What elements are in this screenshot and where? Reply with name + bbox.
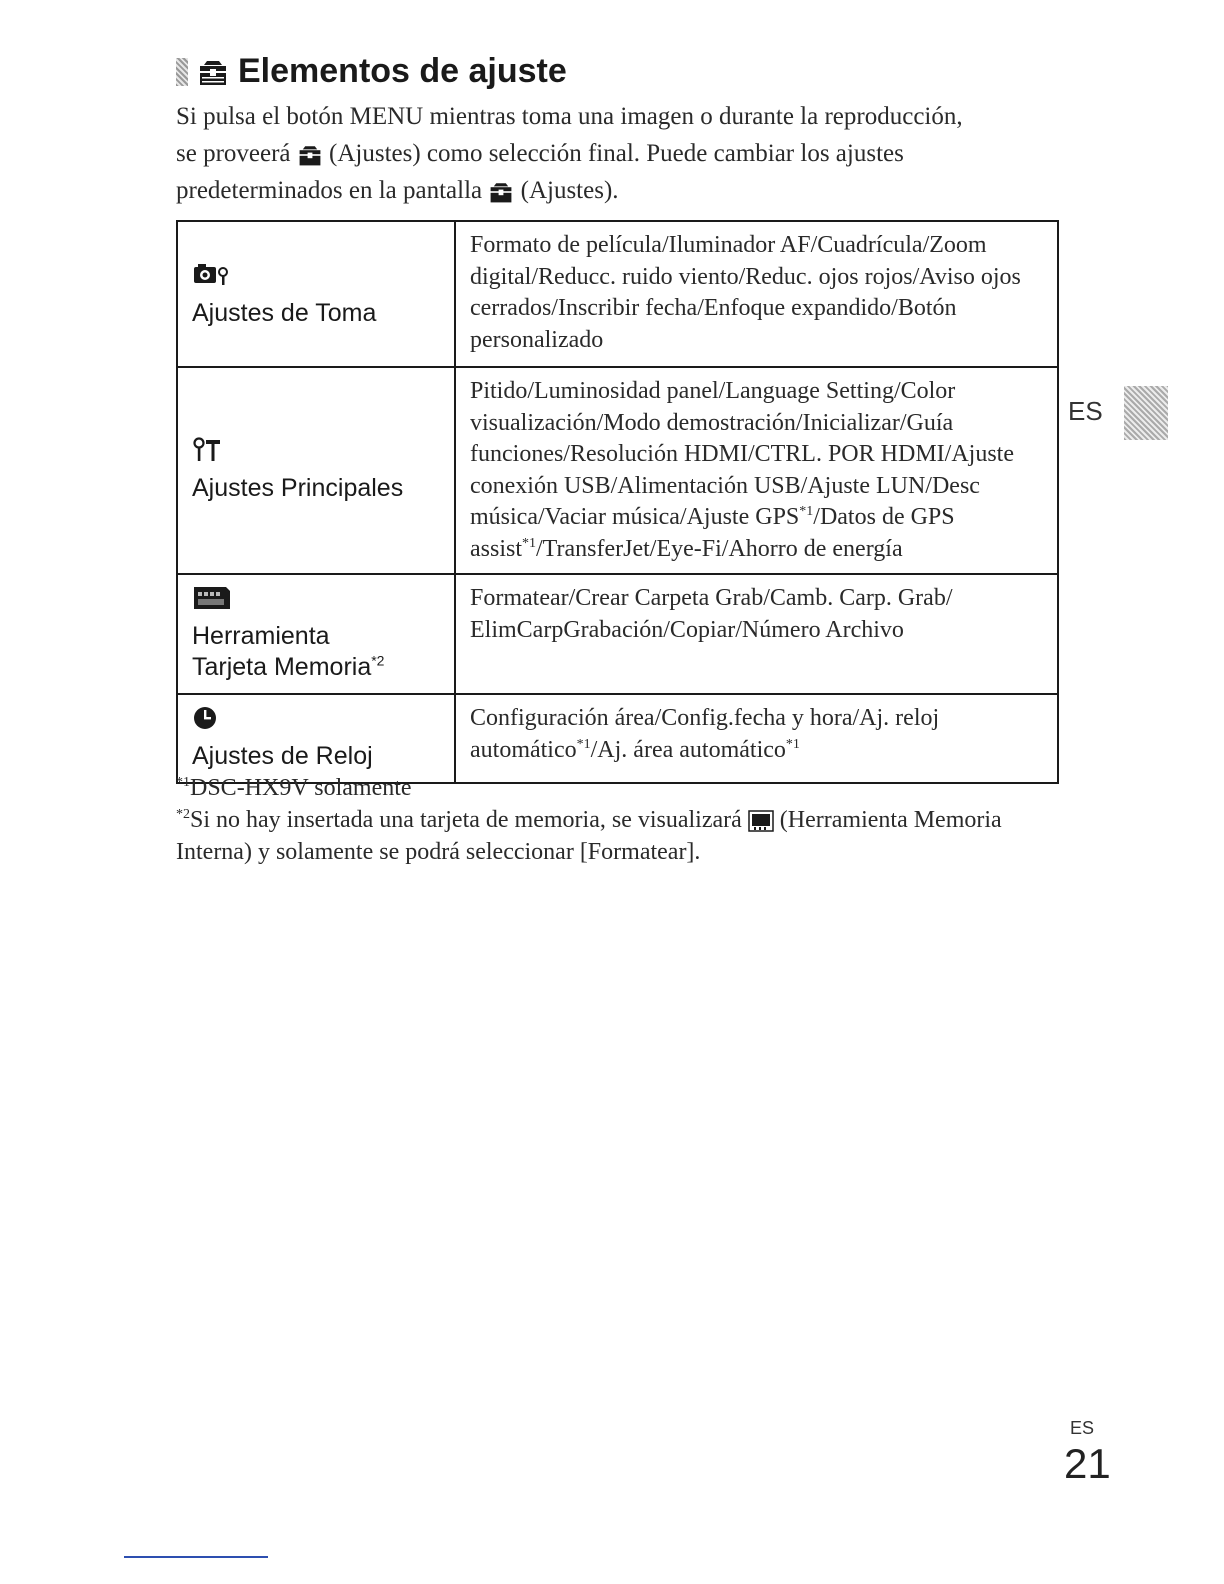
row-label-cell (177, 367, 455, 574)
footnote-1: $^{*1}$DSC-HX9V solamente (176, 775, 412, 801)
camera-settings-icon (192, 260, 446, 296)
clock-icon (192, 705, 446, 739)
footnote-mark: *2 (176, 807, 190, 822)
table-row (177, 221, 1058, 367)
row-label: Ajustes de Toma (192, 298, 377, 327)
section-marker (176, 58, 188, 86)
intro-line-1: Si pulsa el botón MENU mientras toma una imagen o durante la reproducción, (176, 103, 963, 130)
row-label-cell (177, 694, 455, 783)
table-row (177, 574, 1058, 694)
language-tab: ES (1068, 396, 1103, 426)
row-content: Formatear/Crear Carpeta Grab/Camb. Carp. Grab/ ElimCarpGrabación/Copiar/Número Archivo (455, 574, 1058, 694)
footnote-ref: *1 (785, 736, 800, 752)
footnote-2: $^{*2}$Si no hay insertada una tarjeta de memoria, se visualizará (Herramienta Memoria Interna) y solamente se podrá seleccionar [Formatear]. (176, 807, 1002, 865)
language-tab-marker (1124, 386, 1168, 440)
row-content: Configuración área/Config.fecha y hora/Aj. reloj automático$^{*1}$/Aj. área automático$^{*1}$ (455, 694, 1058, 783)
page-language: ES (1070, 1418, 1095, 1438)
row-content: Formato de película/Iluminador AF/Cuadrícula/Zoom digital/Reducc. ruido viento/Reduc. ojos rojos/Aviso ojos cerrados/Inscribir fecha/Enfoque expandido/Botón personalizado (455, 221, 1058, 367)
row-label: Ajustes de Reloj (192, 742, 373, 770)
memory-card-icon (748, 807, 780, 833)
intro-line-3: predeterminados en la pantalla (Ajustes). (176, 177, 619, 204)
row-label-cell (177, 221, 455, 367)
row-label-cell (177, 574, 455, 694)
page-title: Elementos de ajuste (238, 52, 567, 90)
page-number: 21 (1064, 1440, 1111, 1487)
footnote-ref: *1 (799, 504, 814, 519)
tools-icon (192, 437, 446, 471)
row-label-line-1: Herramienta (192, 622, 330, 650)
footnote-ref: *1 (576, 736, 591, 752)
intro-paragraph (176, 98, 1076, 209)
table-row (177, 367, 1058, 574)
toolbox-icon (198, 57, 228, 87)
bottom-rule (124, 1556, 268, 1558)
row-content: Pitido/Luminosidad panel/Language Setting/Color visualización/Modo demostración/Inicializar/Guía funciones/Resolución HDMI/CTRL. POR HDMI/Ajuste conexión USB/Alimentación USB/Ajuste LUN/Desc música/Vaciar música/Ajuste GPS$^{*1}$/Datos de GPS assist$^{*1}$/TransferJet/Eye-Fi/Ahorro de energía (455, 367, 1058, 574)
table-row (177, 694, 1058, 783)
footnote-ref: *2 (371, 652, 385, 669)
footnote-ref: *1 (522, 535, 537, 551)
intro-line-2: se proveerá (Ajustes) como selección final. Puede cambiar los ajustes (176, 140, 904, 167)
toolbox-icon (297, 140, 329, 167)
footnote-mark: *1 (176, 775, 190, 790)
row-label: Ajustes Principales (192, 474, 404, 502)
memory-card-icon (192, 585, 446, 619)
footnotes (176, 772, 1056, 868)
toolbox-icon (488, 177, 520, 204)
row-label-line-2: Tarjeta Memoria (192, 653, 372, 681)
section-heading (176, 52, 567, 91)
settings-table (176, 220, 1059, 784)
